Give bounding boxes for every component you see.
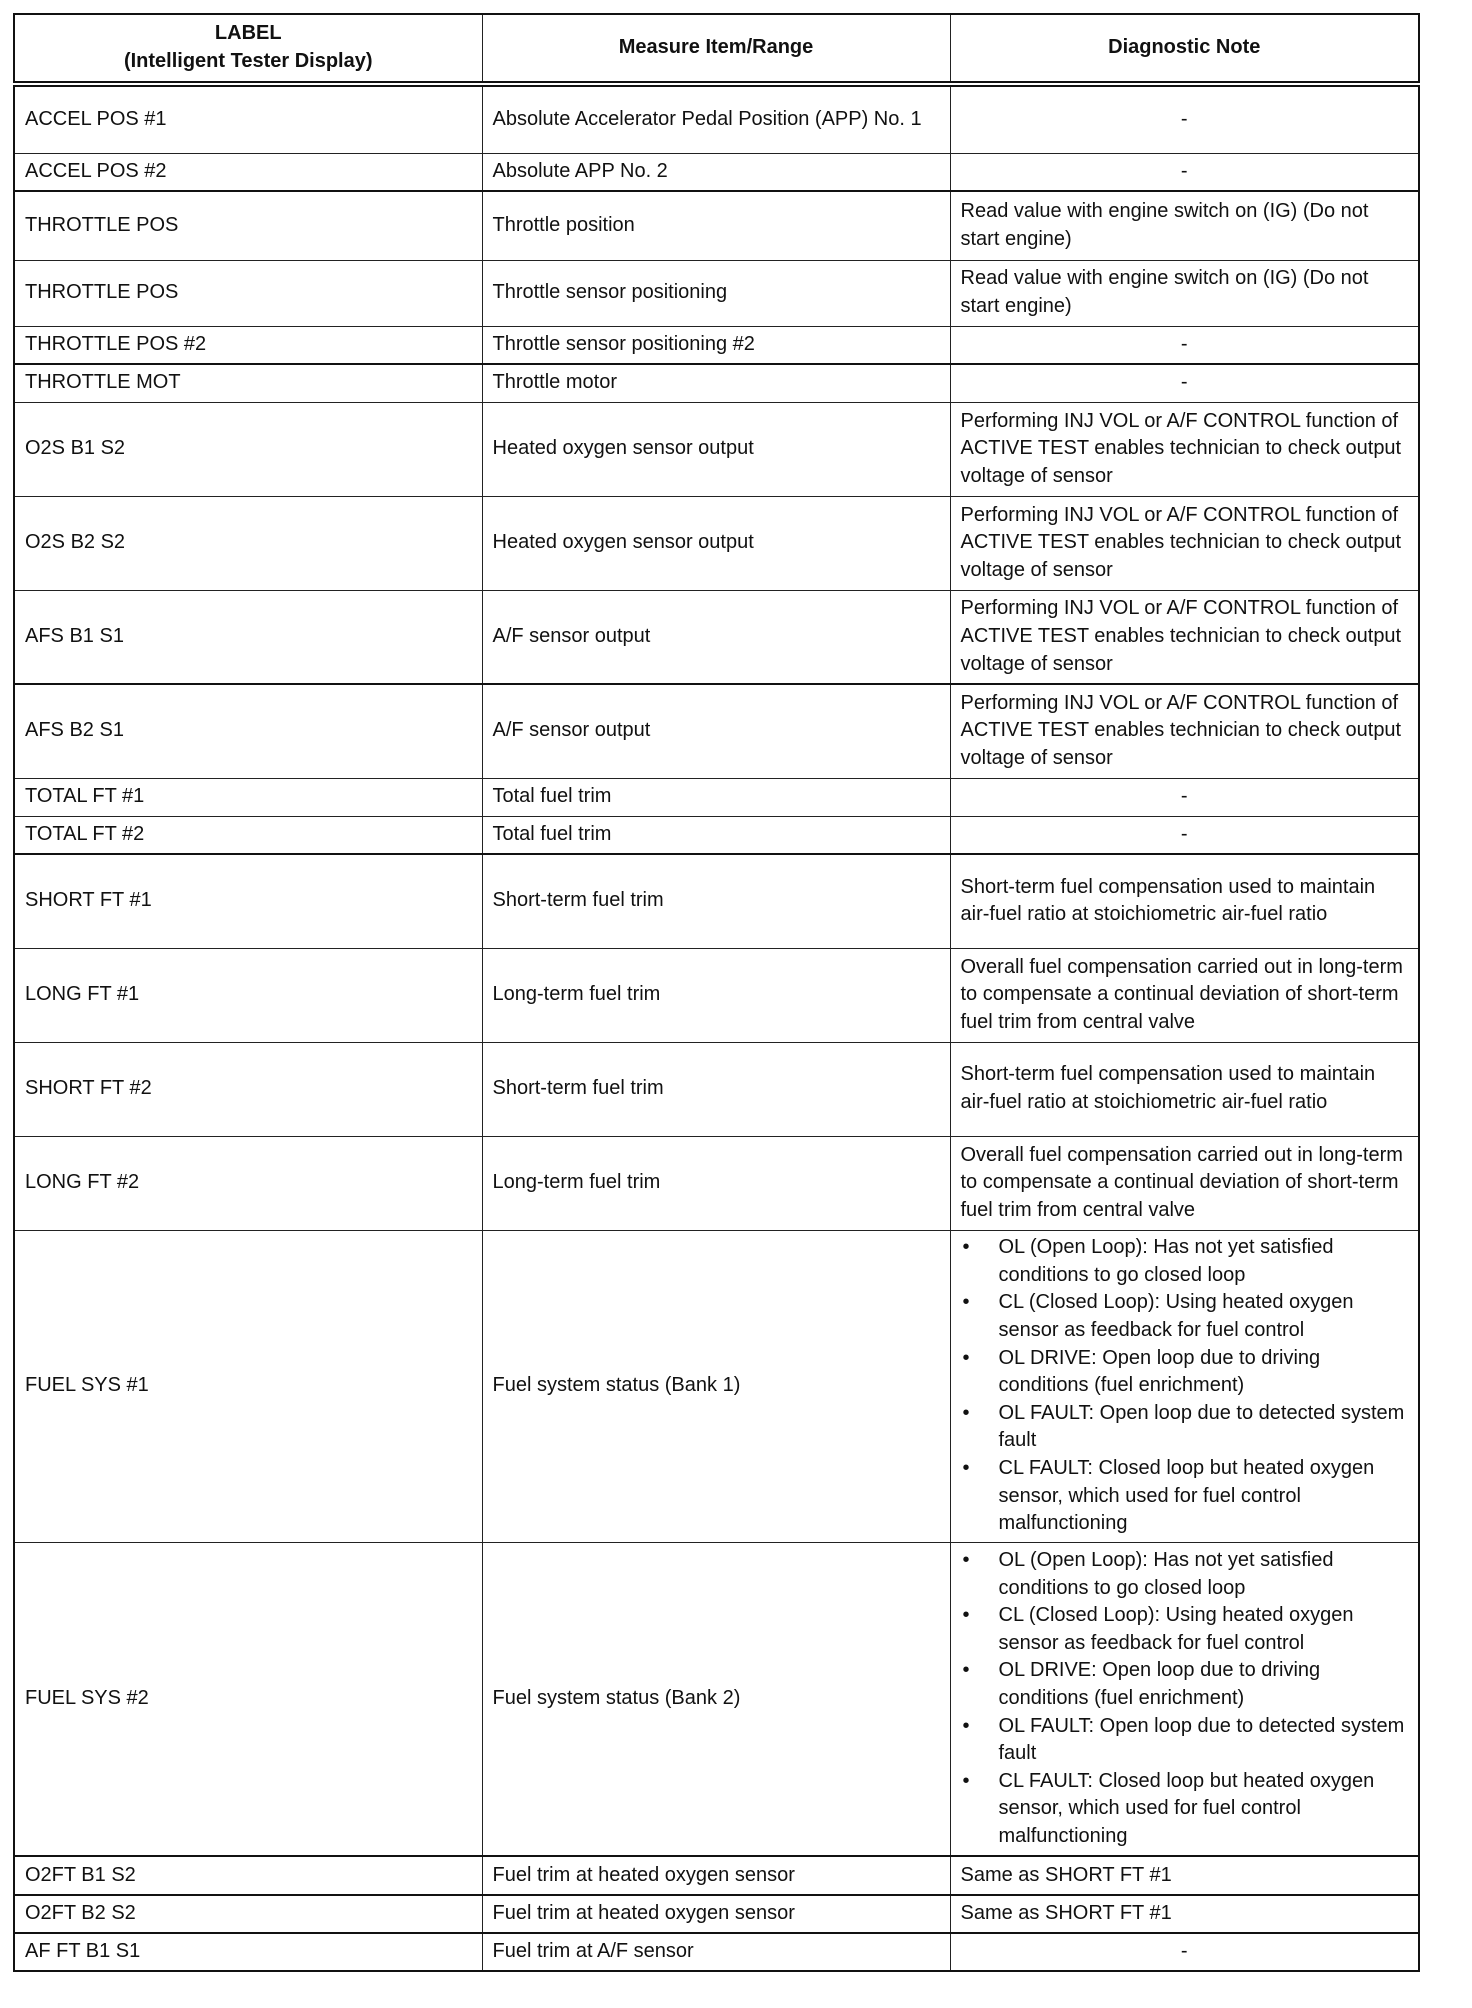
- table-row: [14, 153, 1419, 191]
- note-cell: Short-term fuel compensation used to maintain air-fuel ratio at stoichiometric air-fuel ratio: [950, 854, 1419, 948]
- note-cell: Overall fuel compensation carried out in long-term to compensate a continual deviation of short-term fuel trim from central valve: [950, 948, 1419, 1042]
- measure-cell: A/F sensor output: [482, 590, 950, 684]
- measure-cell: Fuel system status (Bank 2): [482, 1542, 950, 1856]
- measure-cell: Long-term fuel trim: [482, 1136, 950, 1230]
- note-cell: Overall fuel compensation carried out in long-term to compensate a continual deviation of short-term fuel trim from central valve: [950, 1136, 1419, 1230]
- note-cell: -: [950, 778, 1419, 816]
- measure-cell: Short-term fuel trim: [482, 1042, 950, 1136]
- header-label-line1: LABEL: [214, 22, 282, 45]
- table-row: [14, 191, 1419, 260]
- note-bullet-item: • OL FAULT: Open loop due to detected system fault: [961, 1400, 1409, 1455]
- label-cell: THROTTLE POS: [14, 260, 482, 326]
- label-cell: ACCEL POS #2: [14, 153, 482, 191]
- note-cell: -: [950, 1933, 1419, 1971]
- note-bullet-list: [961, 1234, 1409, 1538]
- data-monitor-table: [13, 13, 1420, 1972]
- measure-cell: Absolute Accelerator Pedal Position (APP) No. 1: [482, 84, 950, 153]
- label-cell: O2FT B1 S2: [14, 1856, 482, 1895]
- label-cell: SHORT FT #2: [14, 1042, 482, 1136]
- note-cell: -: [950, 153, 1419, 191]
- label-cell: AF FT B1 S1: [14, 1933, 482, 1971]
- note-cell: Performing INJ VOL or A/F CONTROL function of ACTIVE TEST enables technician to check output voltage of sensor: [950, 590, 1419, 684]
- table-row: [14, 684, 1419, 778]
- label-cell: FUEL SYS #2: [14, 1542, 482, 1856]
- note-cell: Same as SHORT FT #1: [950, 1856, 1419, 1895]
- note-bullet-item: • OL DRIVE: Open loop due to driving conditions (fuel enrichment): [961, 1345, 1409, 1400]
- note-cell: Short-term fuel compensation used to maintain air-fuel ratio at stoichiometric air-fuel ratio: [950, 1042, 1419, 1136]
- table-row: [14, 1933, 1419, 1971]
- table-row: [14, 496, 1419, 590]
- label-cell: THROTTLE MOT: [14, 364, 482, 402]
- note-bullet-item: • CL FAULT: Closed loop but heated oxygen sensor, which used for fuel control malfunctioning: [961, 1455, 1409, 1538]
- measure-cell: Long-term fuel trim: [482, 948, 950, 1042]
- header-row: [14, 14, 1419, 84]
- note-cell: -: [950, 84, 1419, 153]
- label-cell: O2FT B2 S2: [14, 1895, 482, 1933]
- note-cell: -: [950, 364, 1419, 402]
- note-cell: Performing INJ VOL or A/F CONTROL function of ACTIVE TEST enables technician to check output voltage of sensor: [950, 402, 1419, 496]
- measure-cell: Fuel trim at A/F sensor: [482, 1933, 950, 1971]
- measure-cell: Fuel system status (Bank 1): [482, 1230, 950, 1542]
- table-row: [14, 1230, 1419, 1542]
- note-cell: [950, 1230, 1419, 1542]
- table-row: [14, 778, 1419, 816]
- measure-cell: Throttle sensor positioning #2: [482, 326, 950, 364]
- measure-cell: Short-term fuel trim: [482, 854, 950, 948]
- measure-cell: Fuel trim at heated oxygen sensor: [482, 1856, 950, 1895]
- table-row: [14, 590, 1419, 684]
- table-row: [14, 1542, 1419, 1856]
- measure-cell: Absolute APP No. 2: [482, 153, 950, 191]
- note-cell: Same as SHORT FT #1: [950, 1895, 1419, 1933]
- label-cell: THROTTLE POS #2: [14, 326, 482, 364]
- table-row: [14, 84, 1419, 153]
- measure-cell: Fuel trim at heated oxygen sensor: [482, 1895, 950, 1933]
- measure-cell: Heated oxygen sensor output: [482, 402, 950, 496]
- note-bullet-item: • CL (Closed Loop): Using heated oxygen sensor as feedback for fuel control: [961, 1602, 1409, 1657]
- table-row: [14, 816, 1419, 854]
- table-row: [14, 1856, 1419, 1895]
- label-cell: AFS B2 S1: [14, 684, 482, 778]
- measure-cell: Throttle position: [482, 191, 950, 260]
- table-row: [14, 364, 1419, 402]
- table-row: [14, 1042, 1419, 1136]
- note-cell: Read value with engine switch on (IG) (Do not start engine): [950, 260, 1419, 326]
- table-row: [14, 854, 1419, 948]
- table-row: [14, 402, 1419, 496]
- note-bullet-item: • CL FAULT: Closed loop but heated oxygen sensor, which used for fuel control malfunctioning: [961, 1768, 1409, 1851]
- note-cell: Read value with engine switch on (IG) (Do not start engine): [950, 191, 1419, 260]
- header-label: [14, 14, 482, 84]
- note-cell: [950, 1542, 1419, 1856]
- label-cell: FUEL SYS #1: [14, 1230, 482, 1542]
- table-row: [14, 1136, 1419, 1230]
- measure-cell: Heated oxygen sensor output: [482, 496, 950, 590]
- note-bullet-item: • OL (Open Loop): Has not yet satisfied conditions to go closed loop: [961, 1547, 1409, 1602]
- measure-cell: Throttle motor: [482, 364, 950, 402]
- measure-cell: Total fuel trim: [482, 778, 950, 816]
- header-measure: Measure Item/Range: [482, 14, 950, 84]
- measure-cell: A/F sensor output: [482, 684, 950, 778]
- label-cell: LONG FT #2: [14, 1136, 482, 1230]
- label-cell: O2S B2 S2: [14, 496, 482, 590]
- note-bullet-item: • CL (Closed Loop): Using heated oxygen sensor as feedback for fuel control: [961, 1289, 1409, 1344]
- note-cell: Performing INJ VOL or A/F CONTROL function of ACTIVE TEST enables technician to check output voltage of sensor: [950, 496, 1419, 590]
- note-bullet-item: • OL (Open Loop): Has not yet satisfied conditions to go closed loop: [961, 1234, 1409, 1289]
- note-cell: -: [950, 326, 1419, 364]
- note-cell: Performing INJ VOL or A/F CONTROL function of ACTIVE TEST enables technician to check output voltage of sensor: [950, 684, 1419, 778]
- note-cell: -: [950, 816, 1419, 854]
- header-note: Diagnostic Note: [950, 14, 1419, 84]
- measure-cell: Throttle sensor positioning: [482, 260, 950, 326]
- label-cell: SHORT FT #1: [14, 854, 482, 948]
- label-cell: TOTAL FT #2: [14, 816, 482, 854]
- label-cell: O2S B1 S2: [14, 402, 482, 496]
- note-bullet-list: [961, 1547, 1409, 1851]
- measure-cell: Total fuel trim: [482, 816, 950, 854]
- label-cell: ACCEL POS #1: [14, 84, 482, 153]
- table-row: [14, 948, 1419, 1042]
- header-label-line2: (Intelligent Tester Display): [123, 50, 373, 72]
- note-bullet-item: • OL FAULT: Open loop due to detected system fault: [961, 1713, 1409, 1768]
- label-cell: TOTAL FT #1: [14, 778, 482, 816]
- label-cell: THROTTLE POS: [14, 191, 482, 260]
- table-body: [14, 84, 1419, 1971]
- table-row: [14, 326, 1419, 364]
- table-row: [14, 1895, 1419, 1933]
- table-row: [14, 260, 1419, 326]
- note-bullet-item: • OL DRIVE: Open loop due to driving conditions (fuel enrichment): [961, 1657, 1409, 1712]
- label-cell: AFS B1 S1: [14, 590, 482, 684]
- label-cell: LONG FT #1: [14, 948, 482, 1042]
